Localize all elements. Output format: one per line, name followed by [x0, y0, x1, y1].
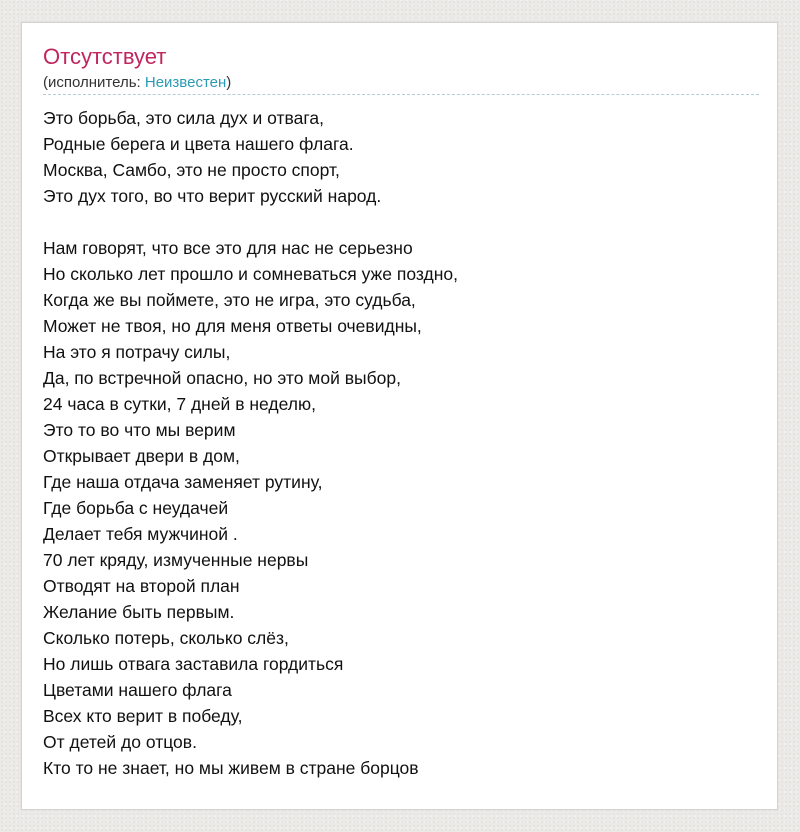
artist-line — [43, 73, 231, 93]
lyric-line: От детей до отцов. — [43, 732, 197, 752]
song-title: Отсутствует — [43, 44, 167, 69]
lyric-line: Может не твоя, но для меня ответы очевидны, — [43, 316, 422, 336]
lyric-line: Родные берега и цвета нашего флага. — [43, 134, 354, 154]
lyric-line: Кто то не знает, но мы живем в стране борцов — [43, 758, 419, 778]
lyric-line: Всех кто верит в победу, — [43, 706, 243, 726]
lyric-line: Цветами нашего флага — [43, 680, 232, 700]
lyric-line: 24 часа в сутки, 7 дней в неделю, — [43, 394, 316, 414]
lyric-line: Отводят на второй план — [43, 576, 240, 596]
artist-prefix: (исполнитель: — [43, 74, 145, 91]
lyric-line: 70 лет кряду, измученные нервы — [43, 550, 309, 570]
title-divider — [43, 94, 759, 95]
lyric-line: Москва, Самбо, это не просто спорт, — [43, 160, 340, 180]
artist-suffix: ) — [226, 74, 232, 91]
lyric-line: Делает тебя мужчиной . — [43, 524, 238, 544]
lyric-line: На это я потрачу силы, — [43, 342, 231, 362]
lyric-line: Это то во что мы верим — [43, 420, 236, 440]
lyric-line: Где наша отдача заменяет рутину, — [43, 472, 323, 492]
lyrics-body — [43, 105, 759, 781]
lyric-line: Это борьба, это сила дух и отвага, — [43, 108, 324, 128]
lyric-line: Желание быть первым. — [43, 602, 235, 622]
lyric-line: Это дух того, во что верит русский народ. — [43, 186, 382, 206]
lyrics-card — [21, 22, 778, 810]
lyric-line: Когда же вы поймете, это не игра, это судьба, — [43, 290, 416, 310]
lyric-line: Да, по встречной опасно, но это мой выбор, — [43, 368, 401, 388]
lyric-line: Но лишь отвага заставила гордиться — [43, 654, 344, 674]
lyric-line: Нам говорят, что все это для нас не серьезно — [43, 238, 413, 258]
lyrics-stanza — [43, 235, 759, 781]
lyrics-stanza — [43, 105, 759, 209]
lyric-line: Сколько потерь, сколько слёз, — [43, 628, 289, 648]
lyric-line: Открывает двери в дом, — [43, 446, 240, 466]
artist-link[interactable]: Неизвестен — [144, 74, 227, 91]
lyric-line: Где борьба с неудачей — [43, 498, 229, 518]
lyric-line: Но сколько лет прошло и сомневаться уже поздно, — [43, 264, 458, 284]
